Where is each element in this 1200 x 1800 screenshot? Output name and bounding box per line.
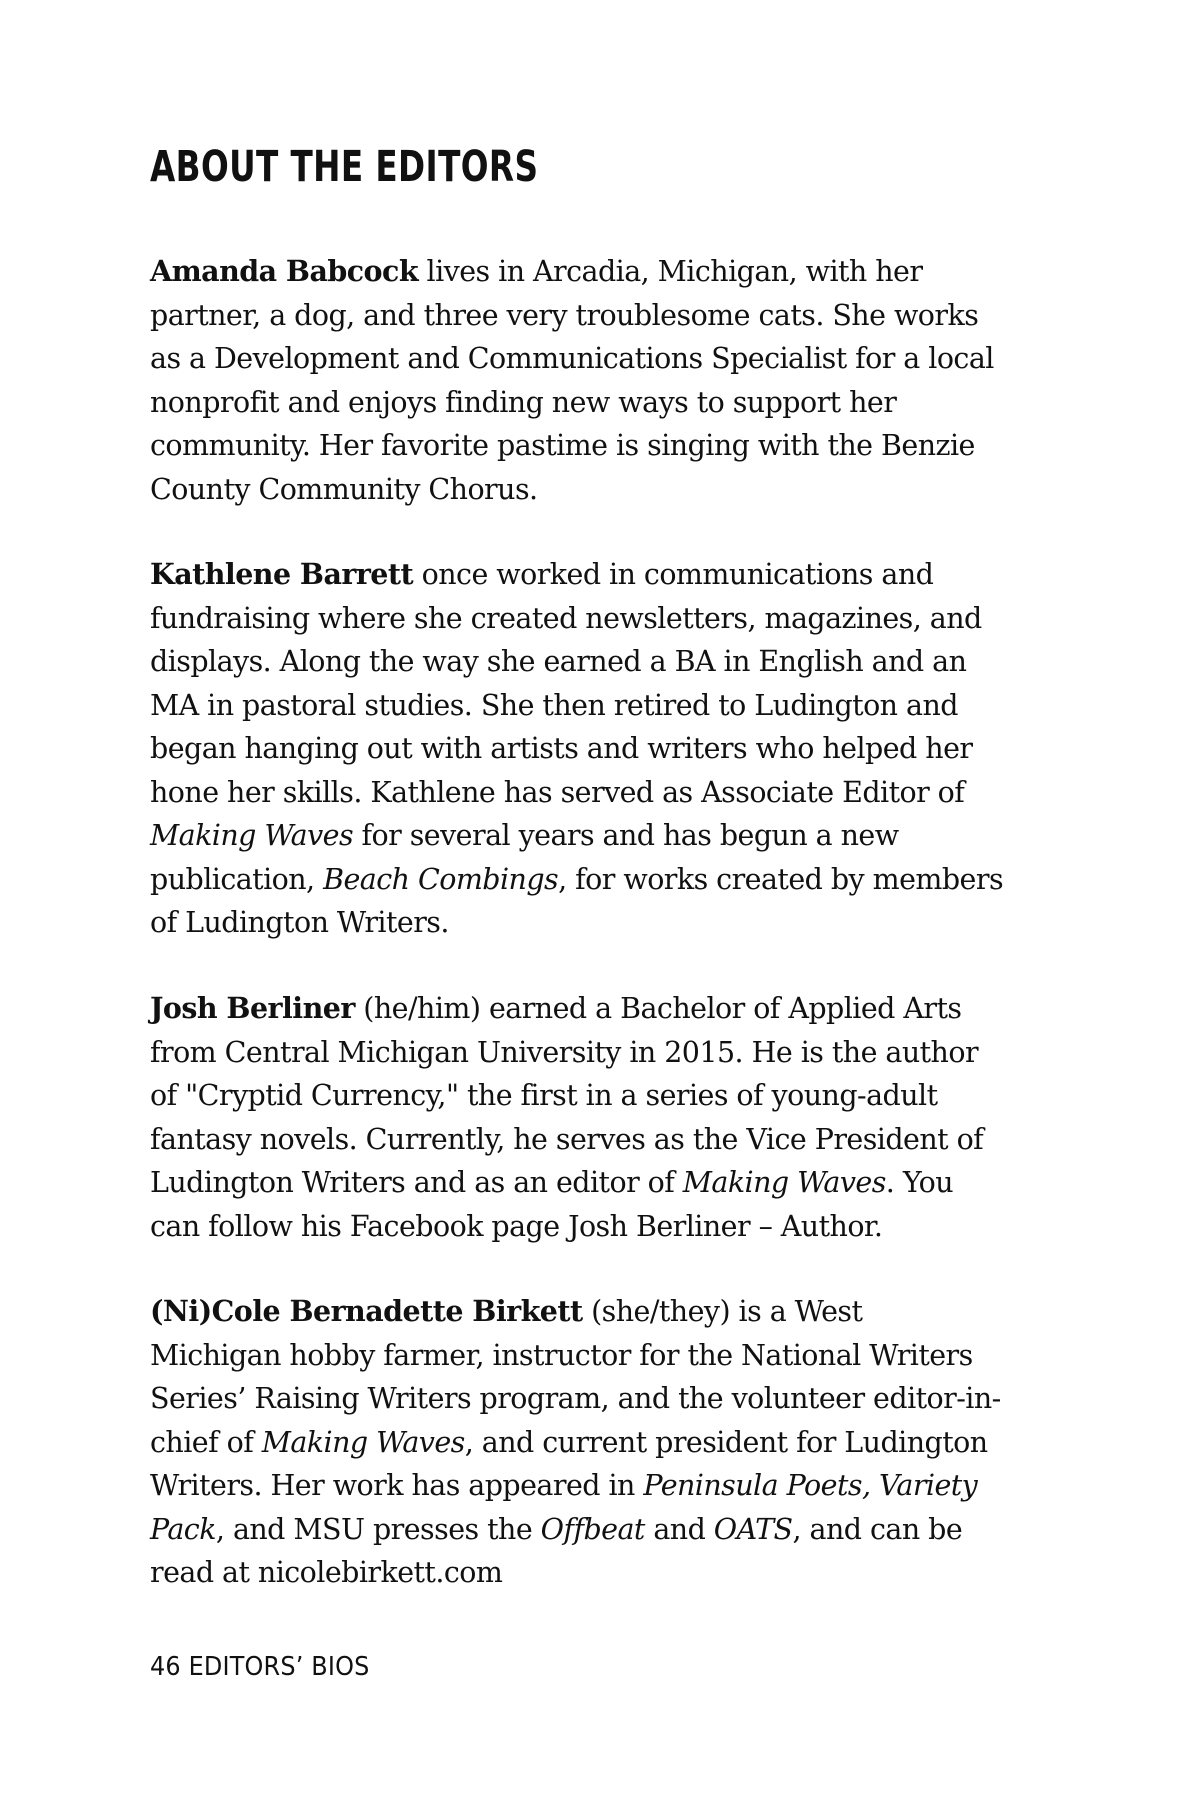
- bio-text: as a Development and Communications Specialist for a local: [150, 342, 994, 375]
- bio-line: [150, 1464, 1050, 1508]
- bio-line: [150, 250, 1050, 294]
- document-page: [150, 0, 1050, 1800]
- bio-line: [150, 1508, 1050, 1552]
- bio-text: hone her skills. Kathlene has served as Associate Editor of: [150, 775, 965, 809]
- bio-text: chief of: [150, 1425, 262, 1459]
- bio-line: [150, 1031, 1050, 1075]
- bio-text: Series’ Raising Writers program, and the volunteer editor-in-: [150, 1382, 1001, 1415]
- bio-line: [150, 1290, 1050, 1334]
- italic-title: Making Waves: [150, 819, 354, 852]
- bio-text: displays. Along the way she earned a BA in English and an: [150, 645, 967, 678]
- bio-line: [150, 901, 1050, 945]
- bio-line: [150, 640, 1050, 684]
- page-number: 46: [150, 1652, 181, 1682]
- bio-line: [150, 381, 1050, 425]
- bio-text: of "Cryptid Currency," the first in a series of young-adult: [150, 1079, 938, 1112]
- bio-text: nonprofit and enjoys finding new ways to support her: [150, 385, 897, 419]
- bio-text: publication,: [150, 862, 324, 896]
- bio-text: (he/him) earned a Bachelor of Applied Arts: [354, 992, 962, 1025]
- editor-name: Kathlene Barrett: [150, 557, 414, 591]
- italic-title: OATS: [713, 1512, 793, 1546]
- bio-line: [150, 1421, 1050, 1465]
- bio-text: , and can be: [792, 1512, 963, 1546]
- editor-bio-nicole-birkett: [150, 1290, 1050, 1595]
- bio-line: [150, 424, 1050, 468]
- bio-line: [150, 987, 1050, 1031]
- bio-line: [150, 1377, 1050, 1421]
- bio-text: Ludington Writers and as an editor of: [150, 1166, 683, 1199]
- bio-text: (she/they) is a West: [582, 1295, 863, 1328]
- bio-text: for several years and has begun a new: [353, 819, 899, 852]
- bio-text: can follow his Facebook page Josh Berliner – Author.: [150, 1209, 883, 1243]
- bio-line: [150, 727, 1050, 771]
- bio-line: [150, 1334, 1050, 1378]
- editor-name: Josh Berliner: [150, 991, 355, 1025]
- editor-bio-kathlene-barrett: [150, 553, 1050, 945]
- bio-line: [150, 814, 1050, 858]
- editor-name: (Ni)Cole Bernadette Birkett: [150, 1294, 583, 1328]
- bio-line: [150, 1205, 1050, 1249]
- bio-line: [150, 294, 1050, 338]
- bio-text: , and current president for Ludington: [464, 1425, 988, 1459]
- bio-text: , and MSU presses the: [215, 1512, 541, 1546]
- bio-text: began hanging out with artists and writers who helped her: [150, 732, 973, 765]
- bio-text: read at nicolebirkett.com: [150, 1556, 503, 1589]
- bio-text: from Central Michigan University in 2015. He is the author: [150, 1035, 979, 1069]
- italic-title: Peninsula Poets, Variety: [643, 1469, 978, 1502]
- bio-line: [150, 771, 1050, 815]
- bio-text: community. Her favorite pastime is singing with the Benzie: [150, 429, 975, 462]
- bio-text: fantasy novels. Currently, he serves as the Vice President of: [150, 1122, 984, 1156]
- editor-bio-josh-berliner: [150, 987, 1050, 1248]
- bio-text: and: [644, 1512, 714, 1546]
- bio-text: MA in pastoral studies. She then retired to Ludington and: [150, 688, 958, 722]
- italic-title: Offbeat: [540, 1512, 645, 1546]
- bio-text: Michigan hobby farmer, instructor for the National Writers: [150, 1338, 973, 1372]
- bio-line: [150, 1118, 1050, 1162]
- bio-line: [150, 597, 1050, 641]
- italic-title: Making Waves: [682, 1166, 886, 1199]
- italic-title: Making Waves: [261, 1425, 465, 1459]
- italic-title: Pack: [150, 1512, 216, 1546]
- bio-text: Writers. Her work has appeared in: [150, 1469, 644, 1502]
- bio-line: [150, 1074, 1050, 1118]
- bio-text: fundraising where she created newsletters, magazines, and: [150, 601, 982, 635]
- bio-line: [150, 684, 1050, 728]
- bio-text: once worked in communications and: [413, 558, 934, 591]
- bio-line: [150, 468, 1050, 512]
- bio-text: County Community Chorus.: [150, 472, 538, 506]
- bio-text: of Ludington Writers.: [150, 906, 449, 939]
- footer-section-label: EDITORS’ BIOS: [188, 1652, 370, 1682]
- editor-name: Amanda Babcock: [150, 254, 419, 288]
- bio-text: . You: [885, 1166, 954, 1199]
- bio-text: lives in Arcadia, Michigan, with her: [418, 255, 923, 288]
- page-footer: [150, 1654, 370, 1680]
- italic-title: Beach Combings: [323, 862, 559, 896]
- bio-line: [150, 337, 1050, 381]
- bio-text: , for works created by members: [558, 862, 1004, 896]
- page-title: ABOUT THE EDITORS: [150, 142, 539, 192]
- bio-text: partner, a dog, and three very troublesome cats. She works: [150, 298, 979, 332]
- bio-line: [150, 1551, 1050, 1595]
- bio-line: [150, 1161, 1050, 1205]
- editor-bio-amanda-babcock: [150, 250, 1050, 511]
- bio-line: [150, 553, 1050, 597]
- bio-line: [150, 858, 1050, 902]
